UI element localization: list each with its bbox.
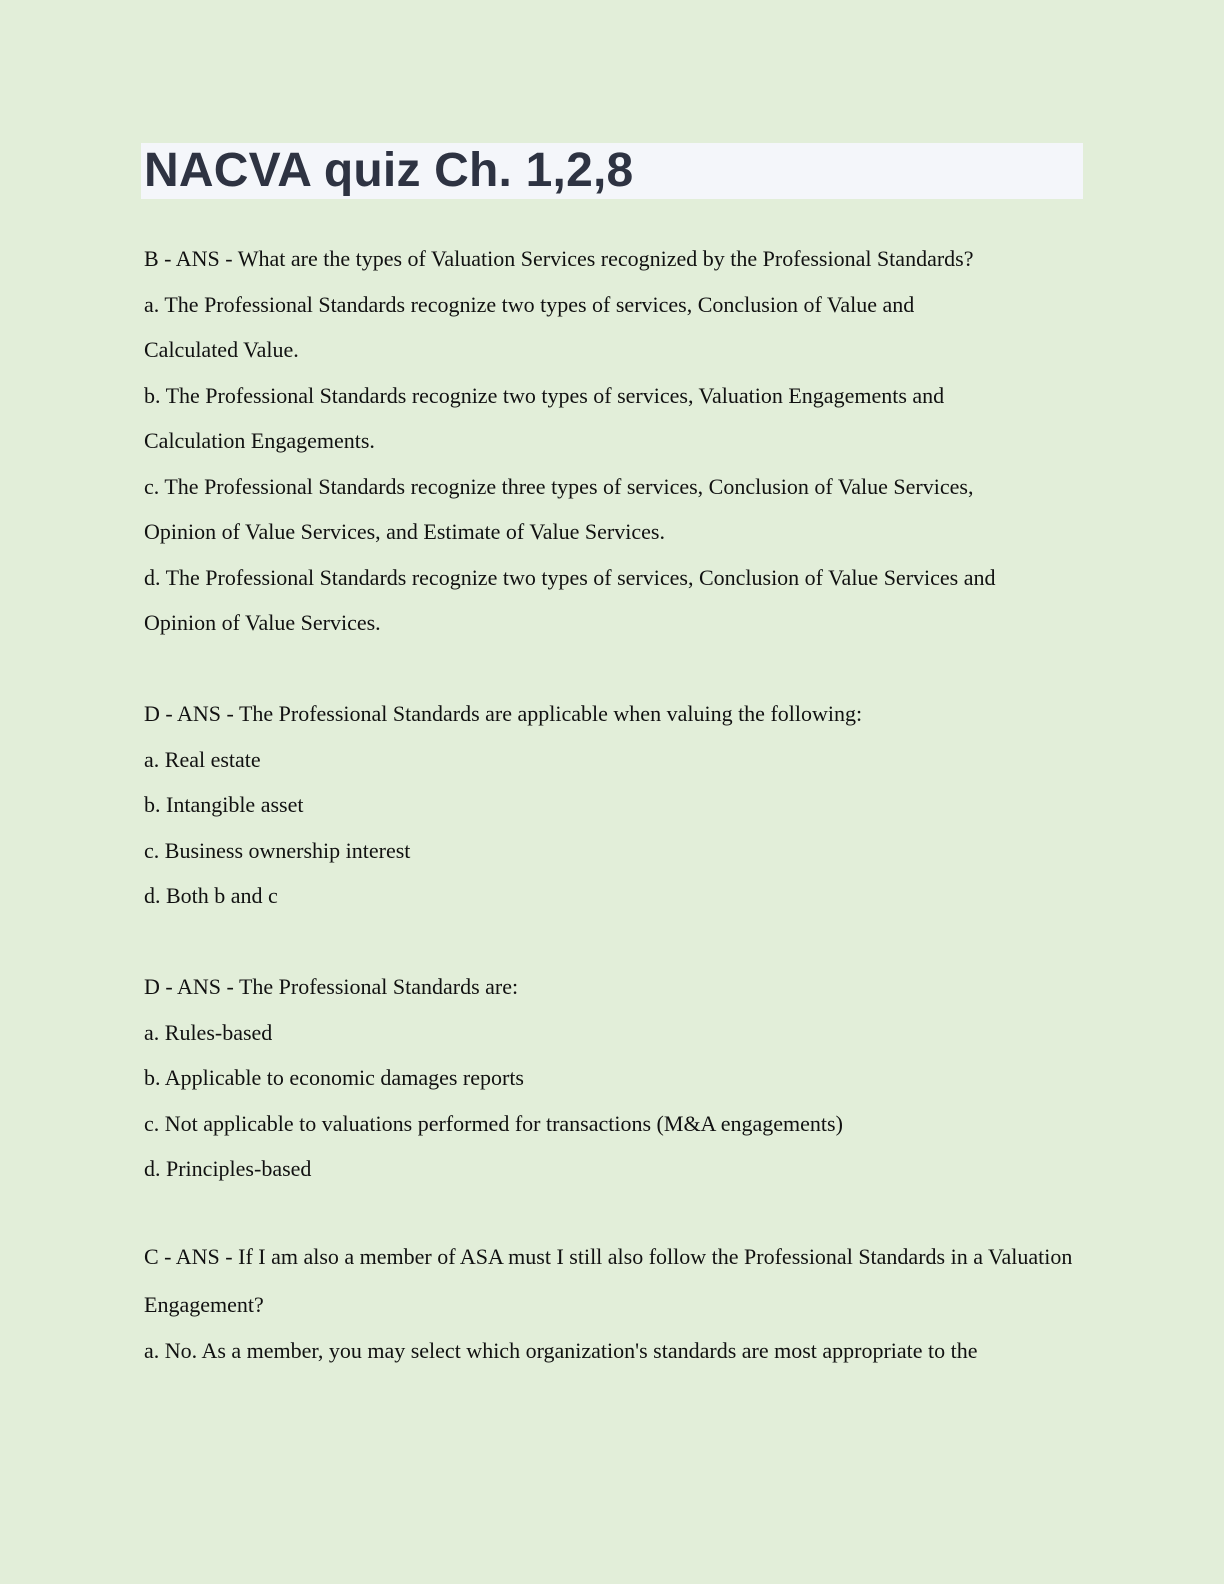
answer-option-c: c. Not applicable to valuations performed for transactions (M&A engagements) [144,1110,843,1136]
question-text: C - ANS - If I am also a member of ASA must I still also follow the Professional Standards in a Valuation [144,1244,1073,1269]
answer-option-c-cont: Opinion of Value Services, and Estimate of Value Services. [144,519,665,544]
quiz-content [144,236,1084,1419]
question-text: B - ANS - What are the types of Valuation Services recognized by the Professional Standards? [144,246,974,271]
question-block-1 [144,236,1084,646]
answer-option-c: c. Business ownership interest [144,837,411,863]
answer-option-c: c. The Professional Standards recognize three types of services, Conclusion of Value Services, [144,473,974,499]
answer-option-b: b. Applicable to economic damages reports [144,1065,524,1090]
answer-option-b-cont: Calculation Engagements. [144,428,375,453]
question-block-3 [144,964,1084,1192]
question-text: D - ANS - The Professional Standards are: [144,974,519,999]
answer-option-b: b. The Professional Standards recognize two types of services, Valuation Engagements and [144,382,945,408]
answer-option-a: a. No. As a member, you may select which organization's standards are most appropriate to the [144,1337,978,1363]
answer-option-d: d. Principles-based [144,1156,312,1181]
answer-option-a-cont: Calculated Value. [144,337,299,362]
question-text: D - ANS - The Professional Standards are applicable when valuing the following: [144,701,863,726]
answer-option-d: d. The Professional Standards recognize two types of services, Conclusion of Value Services and [144,564,996,590]
answer-option-d: d. Both b and c [144,883,278,908]
question-block-4 [144,1237,1084,1373]
answer-option-a: a. Rules-based [144,1019,273,1045]
question-text-cont: Engagement? [144,1292,264,1317]
answer-option-d-cont: Opinion of Value Services. [144,610,381,635]
answer-option-b: b. Intangible asset [144,792,304,817]
answer-option-a: a. The Professional Standards recognize two types of services, Conclusion of Value and [144,291,915,317]
page-title: NACVA quiz Ch. 1,2,8 [144,144,634,197]
question-block-2 [144,691,1084,919]
answer-option-a: a. Real estate [144,746,261,772]
